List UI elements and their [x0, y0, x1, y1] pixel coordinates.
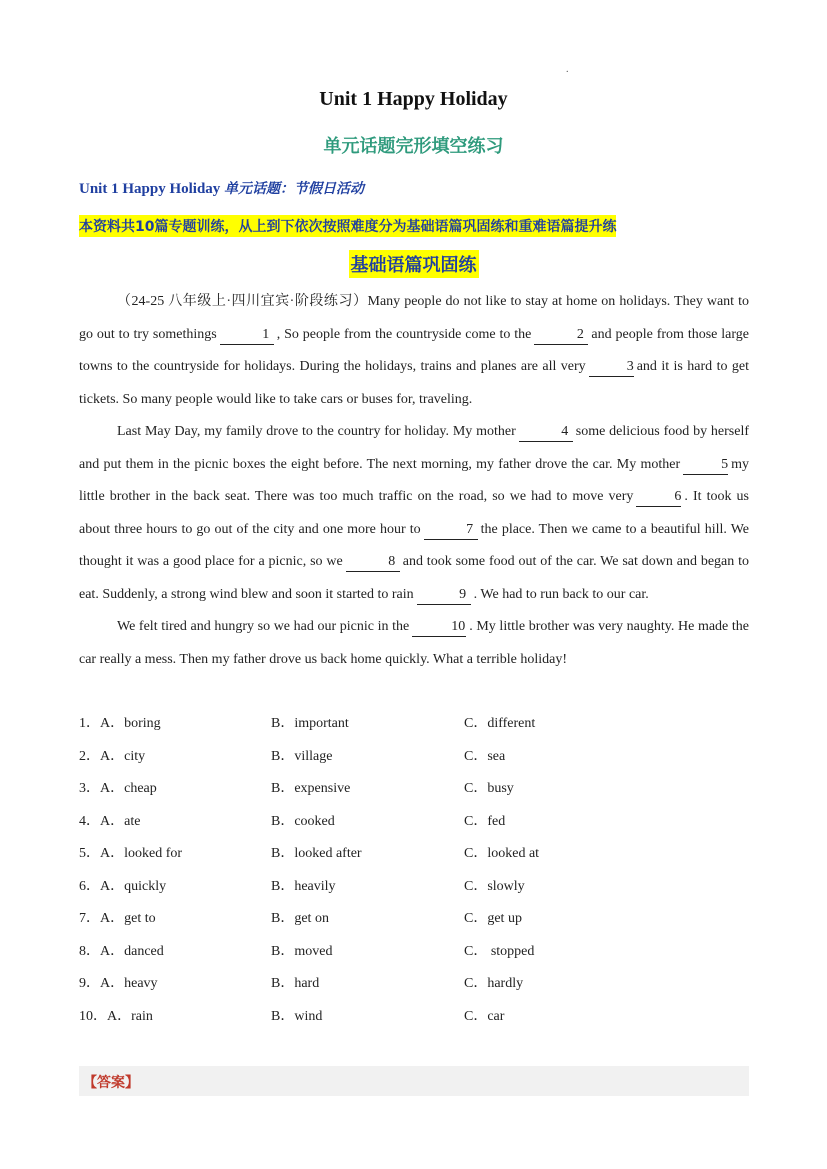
option-row	[79, 875, 749, 908]
option-c: C．get up	[464, 911, 522, 926]
question-number: 3．	[79, 781, 100, 796]
option-row	[79, 712, 749, 745]
text-segment: . My little brother was very naughty. He made the car really a mess. Then my father drove us back home quickly. What a terrible holiday!	[79, 619, 749, 667]
blank-5: 5	[683, 456, 728, 475]
option-a	[79, 842, 182, 866]
option-a-text: A．city	[100, 748, 146, 764]
page-title: Unit 1 Happy Holiday	[319, 88, 508, 110]
option-c: C．different	[464, 716, 536, 731]
option-a-text: A．quickly	[100, 878, 167, 894]
blank-4: 4	[519, 423, 573, 442]
question-number: 10．	[79, 1008, 107, 1024]
option-a	[79, 745, 145, 769]
blank-10: 10	[412, 618, 466, 637]
option-c: C．car	[464, 1008, 505, 1024]
text-segment: Last May Day, my family drove to the country for holiday. My mother	[117, 424, 516, 439]
unit-topic	[79, 178, 364, 198]
answer-options	[79, 712, 749, 1037]
option-c: C．looked at	[464, 846, 540, 861]
blank-9: 9	[417, 586, 471, 605]
option-row	[79, 777, 749, 810]
option-b: B．cooked	[271, 813, 335, 829]
option-b: B．expensive	[271, 781, 351, 796]
option-a-text: A．heavy	[100, 976, 158, 991]
page-subtitle: 单元话题完形填空练习	[323, 136, 504, 157]
topic-chinese: 单元话题：节假日活动	[224, 181, 365, 197]
option-a	[79, 907, 156, 931]
question-number: 1．	[79, 716, 100, 731]
option-row	[79, 1005, 749, 1038]
option-row	[79, 972, 749, 1005]
answer-label: 【答案】	[83, 1075, 139, 1091]
paragraph-1	[79, 286, 749, 416]
option-a	[79, 972, 158, 996]
paragraph-2	[79, 416, 749, 611]
option-b: B．important	[271, 716, 349, 731]
option-b: B．moved	[271, 943, 333, 959]
option-a-text: A．rain	[107, 1008, 153, 1024]
question-number: 2．	[79, 748, 100, 764]
section-title: 基础语篇巩固练	[349, 250, 479, 278]
text-segment: and people from those large towns to the countryside for holidays. During the holidays, trains and planes are all very	[79, 326, 749, 374]
text-segment: （24-25 八年级上·四川宜宾·阶段练习）Many people do not like to stay at home on holidays. They want to go out to try somethings	[79, 294, 749, 342]
cloze-passage	[79, 286, 749, 676]
option-row	[79, 810, 749, 843]
topic-english: Unit 1 Happy Holiday	[79, 181, 221, 197]
text-segment: my little brother in the back seat. There was too much traffic on the road, so we had to move very	[79, 456, 749, 504]
question-number: 5．	[79, 846, 100, 861]
text-segment: some delicious food by herself and put them in the picnic boxes the eight before. The next morning, my father drove the car. My mother	[79, 424, 749, 472]
option-b: B．looked after	[271, 846, 362, 861]
question-number: 9．	[79, 976, 100, 991]
question-number: 7．	[79, 911, 100, 926]
option-a	[79, 712, 161, 736]
option-row	[79, 907, 749, 940]
option-row	[79, 940, 749, 973]
option-a-text: A．get to	[100, 911, 156, 926]
blank-8: 8	[346, 553, 400, 572]
question-number: 8．	[79, 943, 100, 959]
option-a	[79, 777, 157, 801]
option-a-text: A．looked for	[100, 846, 183, 861]
blank-2: 2	[534, 326, 588, 345]
option-c: C．sea	[464, 748, 506, 764]
option-c: C．slowly	[464, 878, 525, 894]
option-a	[79, 875, 166, 899]
text-segment: the place. Then we came to a beautiful hill. We thought it was a good place for a picnic, so we	[79, 521, 749, 569]
blank-1: 1	[220, 326, 274, 345]
blank-3: 3	[589, 358, 634, 377]
option-c: C．fed	[464, 813, 506, 829]
question-number: 4．	[79, 813, 100, 829]
option-c: C．busy	[464, 781, 514, 796]
option-b: B．get on	[271, 911, 329, 926]
option-c: C． stopped	[464, 943, 535, 959]
text-segment: and it is hard to get tickets. So many people would like to take cars or buses for, traveling.	[79, 359, 749, 407]
blank-6: 6	[636, 488, 681, 507]
option-a	[79, 1005, 153, 1029]
option-a	[79, 940, 164, 964]
option-a-text: A．ate	[100, 813, 141, 829]
option-c: C．hardly	[464, 976, 524, 991]
option-a	[79, 810, 140, 834]
section-heading	[0, 250, 827, 278]
text-segment: We felt tired and hungry so we had our picnic in the	[117, 619, 410, 634]
option-a-text: A．danced	[100, 943, 164, 959]
text-segment: . It took us about three hours to go out of the city and one more hour to	[79, 489, 750, 537]
text-segment: . We had to run back to our car.	[473, 586, 649, 602]
material-notice: 本资料共10篇专题训练，从上到下依次按照难度分为基础语篇巩固练和重难语篇提升练	[79, 215, 616, 237]
blank-7: 7	[424, 521, 478, 540]
corner-mark: .	[566, 64, 569, 75]
option-row	[79, 745, 749, 778]
option-a-text: A．cheap	[100, 781, 157, 796]
text-segment: , So people from the countryside come to the	[276, 326, 532, 342]
paragraph-3	[79, 611, 749, 676]
text-segment: and took some food out of the car. We sat down and began to eat. Suddenly, a strong wind blew and soon it started to rain	[79, 554, 749, 602]
option-b: B．wind	[271, 1008, 323, 1024]
option-a-text: A．boring	[100, 716, 161, 731]
option-b: B．village	[271, 748, 333, 764]
answer-section	[79, 1066, 749, 1096]
question-number: 6．	[79, 878, 100, 894]
option-row	[79, 842, 749, 875]
option-b: B．heavily	[271, 878, 336, 894]
option-b: B．hard	[271, 976, 320, 991]
